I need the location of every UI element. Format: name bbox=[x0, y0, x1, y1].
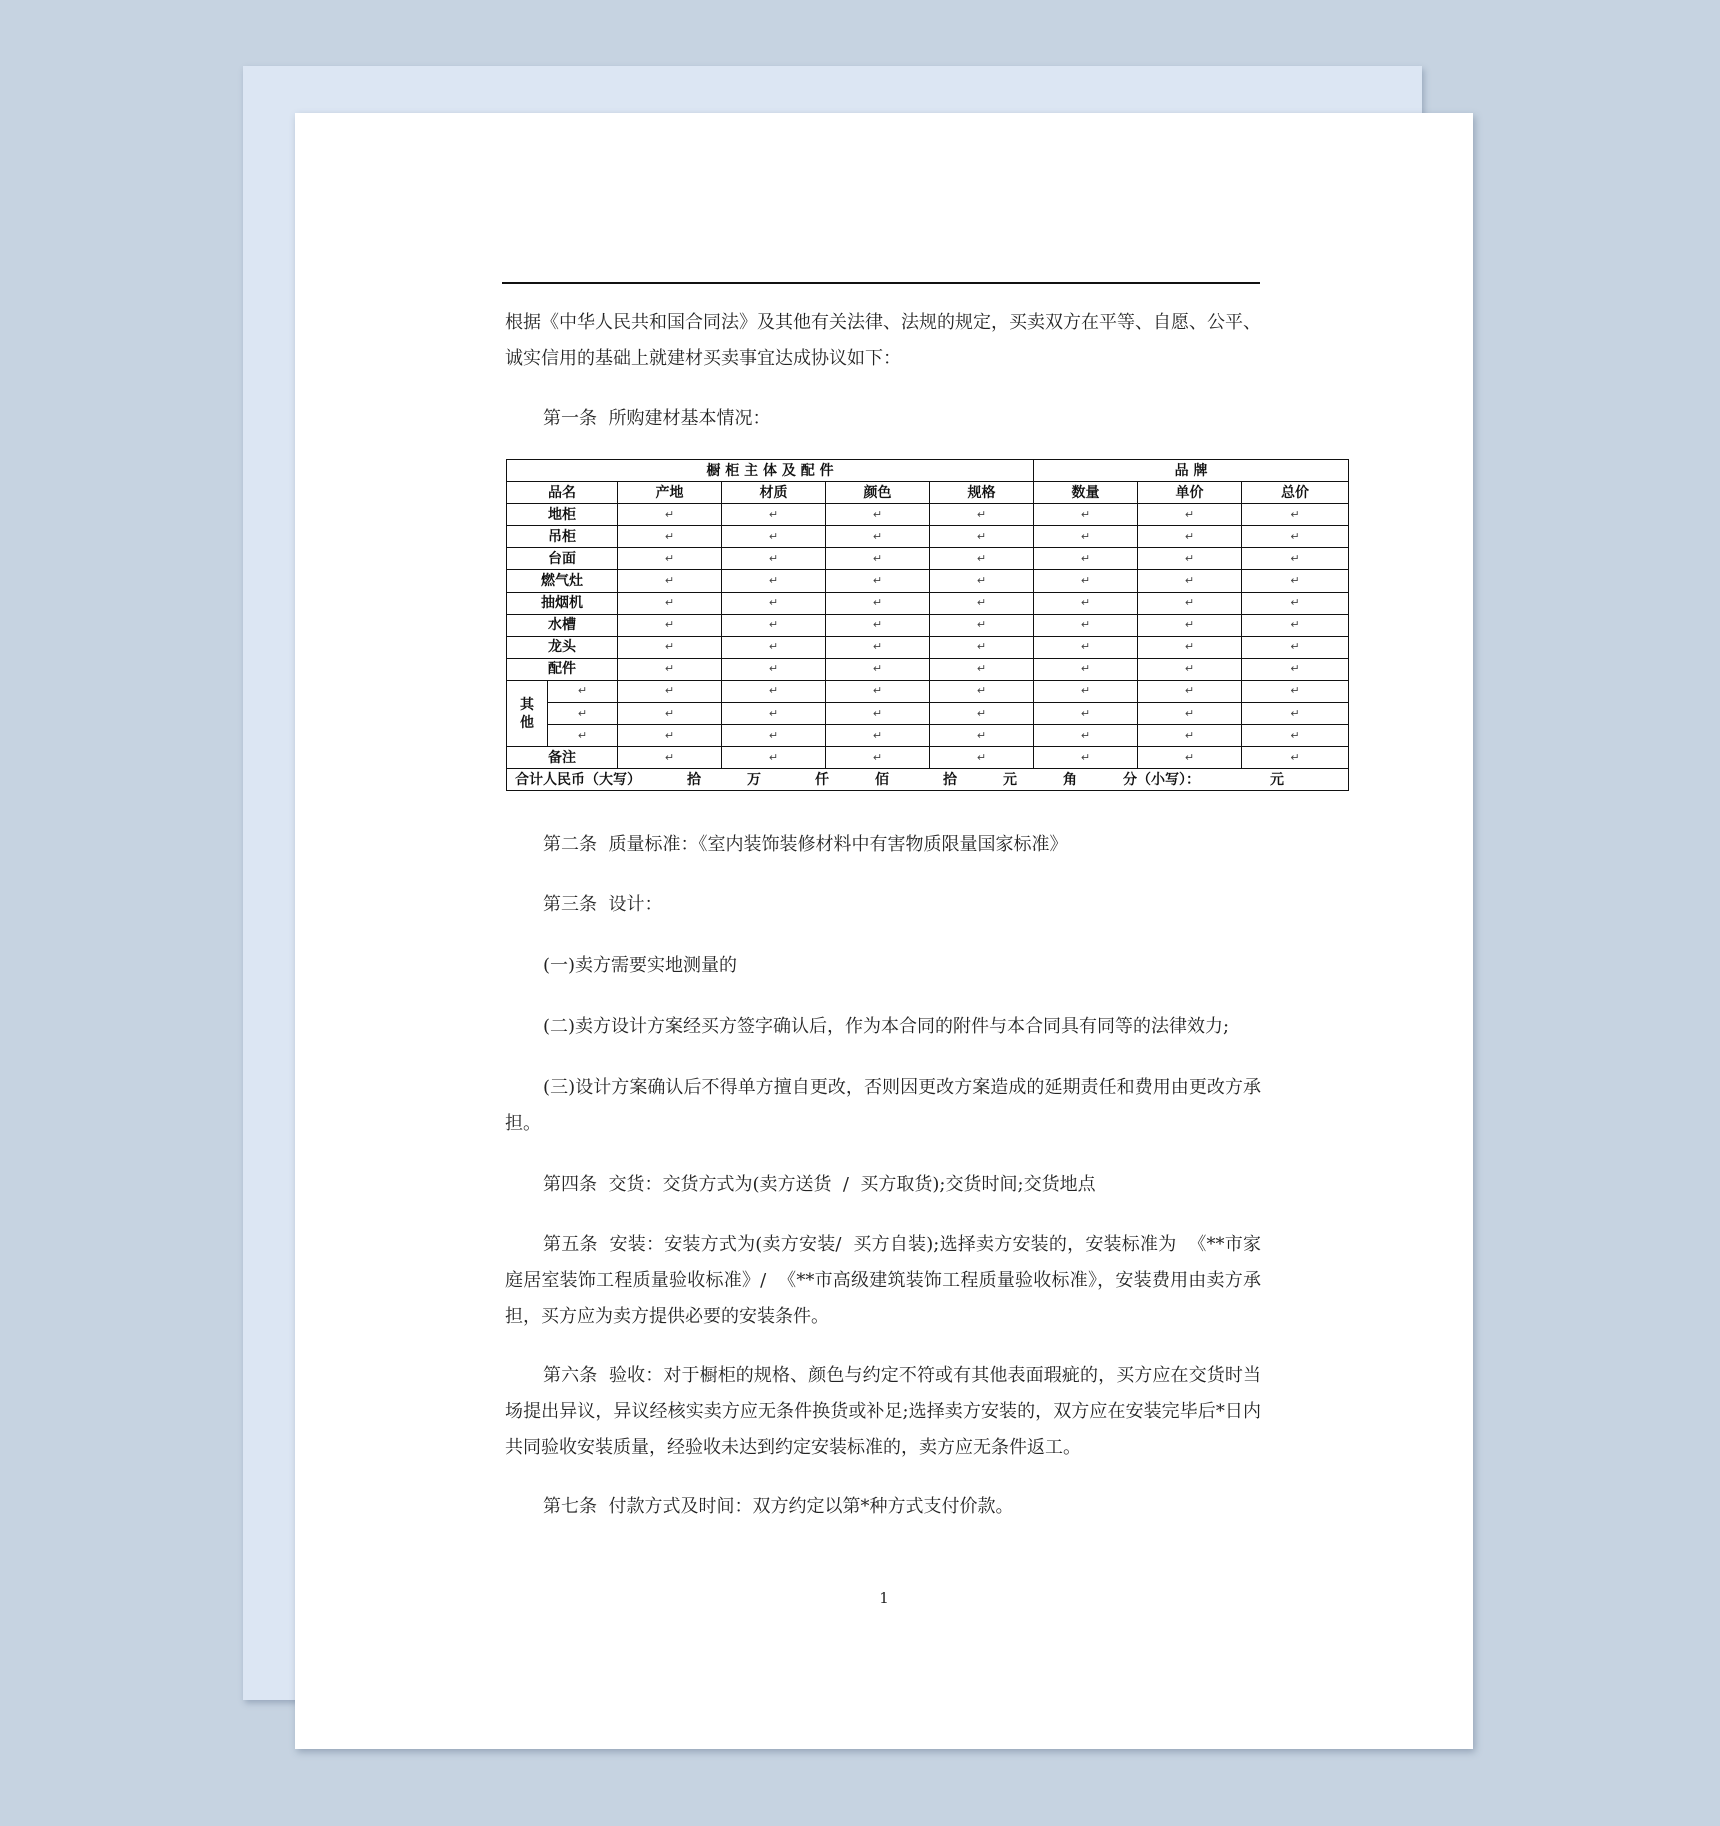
blank-cell: ↵ bbox=[826, 636, 930, 658]
blank-cell: ↵ bbox=[1034, 614, 1138, 636]
blank-cell: ↵ bbox=[722, 526, 826, 548]
blank-cell: ↵ bbox=[618, 548, 722, 570]
blank-cell: ↵ bbox=[1242, 548, 1349, 570]
blank-cell: ↵ bbox=[1138, 703, 1242, 725]
item-name: 抽烟机 bbox=[507, 592, 618, 614]
blank-cell: ↵ bbox=[618, 504, 722, 526]
blank-cell: ↵ bbox=[618, 747, 722, 769]
blank-cell: ↵ bbox=[826, 747, 930, 769]
article-1-heading: 第一条 所购建材基本情况： bbox=[543, 408, 771, 429]
table-row bbox=[507, 526, 1349, 548]
blank-cell: ↵ bbox=[1034, 703, 1138, 725]
table-row bbox=[507, 504, 1349, 526]
blank-cell: ↵ bbox=[722, 614, 826, 636]
column-header: 数量 bbox=[1034, 482, 1138, 504]
article-7: 第七条 付款方式及时间：双方约定以第*种方式支付价款。 bbox=[543, 1496, 1014, 1517]
blank-cell: ↵ bbox=[1034, 548, 1138, 570]
article-3-item-2: (二)卖方设计方案经买方签字确认后，作为本合同的附件与本合同具有同等的法律效力; bbox=[543, 1016, 1230, 1037]
document-page bbox=[295, 113, 1473, 1749]
intro-paragraph: 根据《中华人民共和国合同法》及其他有关法律、法规的规定，买卖双方在平等、自愿、公平、诚实信用的基础上就建材买卖事宜达成协议如下： bbox=[505, 312, 1261, 369]
blank-cell: ↵ bbox=[1242, 504, 1349, 526]
table-row-other bbox=[507, 725, 1349, 747]
blank-cell: ↵ bbox=[618, 703, 722, 725]
blank-cell: ↵ bbox=[1138, 504, 1242, 526]
article-3-heading: 第三条 设计： bbox=[543, 894, 663, 915]
blank-cell: ↵ bbox=[930, 592, 1034, 614]
blank-cell: ↵ bbox=[1034, 725, 1138, 747]
blank-cell: ↵ bbox=[618, 526, 722, 548]
blank-cell: ↵ bbox=[722, 680, 826, 702]
total-row-label: 仟 bbox=[815, 771, 829, 788]
blank-cell: ↵ bbox=[618, 614, 722, 636]
article-5: 第五条 安装：安装方式为(卖方安装/ 买方自装);选择卖方安装的，安装标准为 《**市家庭居室装饰工程质量验收标准》/ 《**市高级建筑装饰工程质量验收标准》，安装费用由卖方承担，买方应为卖方提供必要的安装条件。 bbox=[505, 1234, 1261, 1327]
blank-cell: ↵ bbox=[1034, 747, 1138, 769]
blank-cell: ↵ bbox=[930, 614, 1034, 636]
blank-cell: ↵ bbox=[1242, 526, 1349, 548]
blank-cell: ↵ bbox=[1138, 570, 1242, 592]
table-row bbox=[507, 592, 1349, 614]
table-row bbox=[507, 636, 1349, 658]
blank-cell: ↵ bbox=[930, 526, 1034, 548]
blank-cell: ↵ bbox=[618, 658, 722, 680]
item-name: 燃气灶 bbox=[507, 570, 618, 592]
blank-cell: ↵ bbox=[930, 570, 1034, 592]
blank-cell: ↵ bbox=[548, 680, 618, 702]
article-3-item-3: (三)设计方案确认后不得单方擅自更改，否则因更改方案造成的延期责任和费用由更改方承担。 bbox=[505, 1077, 1261, 1134]
blank-cell: ↵ bbox=[618, 592, 722, 614]
item-name: 龙头 bbox=[507, 636, 618, 658]
blank-cell: ↵ bbox=[1242, 703, 1349, 725]
total-row-label: 拾 bbox=[943, 771, 957, 788]
total-row-label: 元 bbox=[1270, 771, 1284, 788]
blank-cell: ↵ bbox=[1138, 725, 1242, 747]
blank-cell: ↵ bbox=[1138, 658, 1242, 680]
blank-cell: ↵ bbox=[826, 680, 930, 702]
table-row bbox=[507, 614, 1349, 636]
total-row-label: 分（小写）： bbox=[1123, 771, 1200, 788]
blank-cell: ↵ bbox=[1034, 658, 1138, 680]
blank-cell: ↵ bbox=[826, 614, 930, 636]
blank-cell: ↵ bbox=[618, 725, 722, 747]
blank-cell: ↵ bbox=[722, 548, 826, 570]
column-header: 单价 bbox=[1138, 482, 1242, 504]
blank-cell: ↵ bbox=[618, 680, 722, 702]
article-4: 第四条 交货：交货方式为(卖方送货 / 买方取货);交货时间;交货地点 bbox=[543, 1174, 1096, 1195]
blank-cell: ↵ bbox=[1034, 592, 1138, 614]
materials-table bbox=[506, 459, 1349, 791]
blank-cell: ↵ bbox=[826, 658, 930, 680]
blank-cell: ↵ bbox=[1138, 614, 1242, 636]
blank-cell: ↵ bbox=[1138, 548, 1242, 570]
blank-cell: ↵ bbox=[548, 725, 618, 747]
blank-cell: ↵ bbox=[1138, 680, 1242, 702]
brand-header: 品 牌 bbox=[1034, 460, 1349, 482]
blank-cell: ↵ bbox=[930, 725, 1034, 747]
item-name: 吊柜 bbox=[507, 526, 618, 548]
column-header: 颜色 bbox=[826, 482, 930, 504]
blank-cell: ↵ bbox=[722, 592, 826, 614]
blank-cell: ↵ bbox=[826, 526, 930, 548]
blank-cell: ↵ bbox=[618, 636, 722, 658]
blank-cell: ↵ bbox=[548, 703, 618, 725]
article-6: 第六条 验收：对于橱柜的规格、颜色与约定不符或有其他表面瑕疵的，买方应在交货时当场提出异议，异议经核实卖方应无条件换货或补足;选择卖方安装的，双方应在安装完毕后*日内共同验收安装质量，经验收未达到约定安装标准的，卖方应无条件返工。 bbox=[505, 1365, 1261, 1458]
section-header: 橱 柜 主 体 及 配 件 bbox=[507, 460, 1034, 482]
blank-cell: ↵ bbox=[930, 658, 1034, 680]
table-row-remarks bbox=[507, 747, 1349, 769]
blank-cell: ↵ bbox=[1242, 570, 1349, 592]
blank-cell: ↵ bbox=[722, 703, 826, 725]
blank-cell: ↵ bbox=[722, 636, 826, 658]
blank-cell: ↵ bbox=[1138, 636, 1242, 658]
blank-cell: ↵ bbox=[930, 504, 1034, 526]
total-row-cell bbox=[507, 769, 1349, 791]
total-row-label: 合计人民币（大写） bbox=[515, 771, 641, 788]
blank-cell: ↵ bbox=[826, 592, 930, 614]
blank-cell: ↵ bbox=[1242, 680, 1349, 702]
blank-cell: ↵ bbox=[722, 725, 826, 747]
blank-cell: ↵ bbox=[722, 504, 826, 526]
header-rule bbox=[502, 282, 1260, 284]
blank-cell: ↵ bbox=[1242, 747, 1349, 769]
blank-cell: ↵ bbox=[1242, 614, 1349, 636]
table-row bbox=[507, 548, 1349, 570]
other-label: 其 他 bbox=[507, 680, 548, 746]
blank-cell: ↵ bbox=[826, 570, 930, 592]
blank-cell: ↵ bbox=[826, 548, 930, 570]
blank-cell: ↵ bbox=[826, 504, 930, 526]
total-row-label: 佰 bbox=[875, 771, 889, 788]
article-3-item-1: (一)卖方需要实地测量的 bbox=[543, 955, 738, 976]
article-2: 第二条 质量标准：《室内装饰装修材料中有害物质限量国家标准》 bbox=[543, 834, 1068, 855]
blank-cell: ↵ bbox=[618, 570, 722, 592]
blank-cell: ↵ bbox=[1242, 636, 1349, 658]
column-header: 规格 bbox=[930, 482, 1034, 504]
remarks-label: 备注 bbox=[507, 747, 618, 769]
table-header-row bbox=[507, 460, 1349, 482]
column-header: 总价 bbox=[1242, 482, 1349, 504]
total-row-label: 角 bbox=[1063, 771, 1077, 788]
blank-cell: ↵ bbox=[1242, 592, 1349, 614]
blank-cell: ↵ bbox=[722, 747, 826, 769]
table-total-row bbox=[507, 769, 1349, 791]
blank-cell: ↵ bbox=[930, 636, 1034, 658]
column-header: 产地 bbox=[618, 482, 722, 504]
column-header: 材质 bbox=[722, 482, 826, 504]
total-row-label: 元 bbox=[1003, 771, 1017, 788]
blank-cell: ↵ bbox=[1034, 636, 1138, 658]
blank-cell: ↵ bbox=[930, 747, 1034, 769]
total-row-label: 万 bbox=[747, 771, 761, 788]
blank-cell: ↵ bbox=[1138, 526, 1242, 548]
blank-cell: ↵ bbox=[930, 680, 1034, 702]
item-name: 台面 bbox=[507, 548, 618, 570]
table-row bbox=[507, 658, 1349, 680]
total-row-label: 拾 bbox=[687, 771, 701, 788]
blank-cell: ↵ bbox=[930, 548, 1034, 570]
blank-cell: ↵ bbox=[930, 703, 1034, 725]
table-row-other bbox=[507, 680, 1349, 702]
item-name: 地柜 bbox=[507, 504, 618, 526]
column-header: 品名 bbox=[507, 482, 618, 504]
blank-cell: ↵ bbox=[1034, 504, 1138, 526]
table-row bbox=[507, 570, 1349, 592]
page-number: 1 bbox=[879, 1589, 889, 1607]
item-name: 配件 bbox=[507, 658, 618, 680]
table-row-other bbox=[507, 703, 1349, 725]
blank-cell: ↵ bbox=[722, 570, 826, 592]
blank-cell: ↵ bbox=[1034, 570, 1138, 592]
blank-cell: ↵ bbox=[826, 703, 930, 725]
blank-cell: ↵ bbox=[1242, 725, 1349, 747]
blank-cell: ↵ bbox=[826, 725, 930, 747]
blank-cell: ↵ bbox=[722, 658, 826, 680]
table-column-row bbox=[507, 482, 1349, 504]
blank-cell: ↵ bbox=[1034, 526, 1138, 548]
item-name: 水槽 bbox=[507, 614, 618, 636]
blank-cell: ↵ bbox=[1138, 747, 1242, 769]
blank-cell: ↵ bbox=[1242, 658, 1349, 680]
blank-cell: ↵ bbox=[1138, 592, 1242, 614]
blank-cell: ↵ bbox=[1034, 680, 1138, 702]
